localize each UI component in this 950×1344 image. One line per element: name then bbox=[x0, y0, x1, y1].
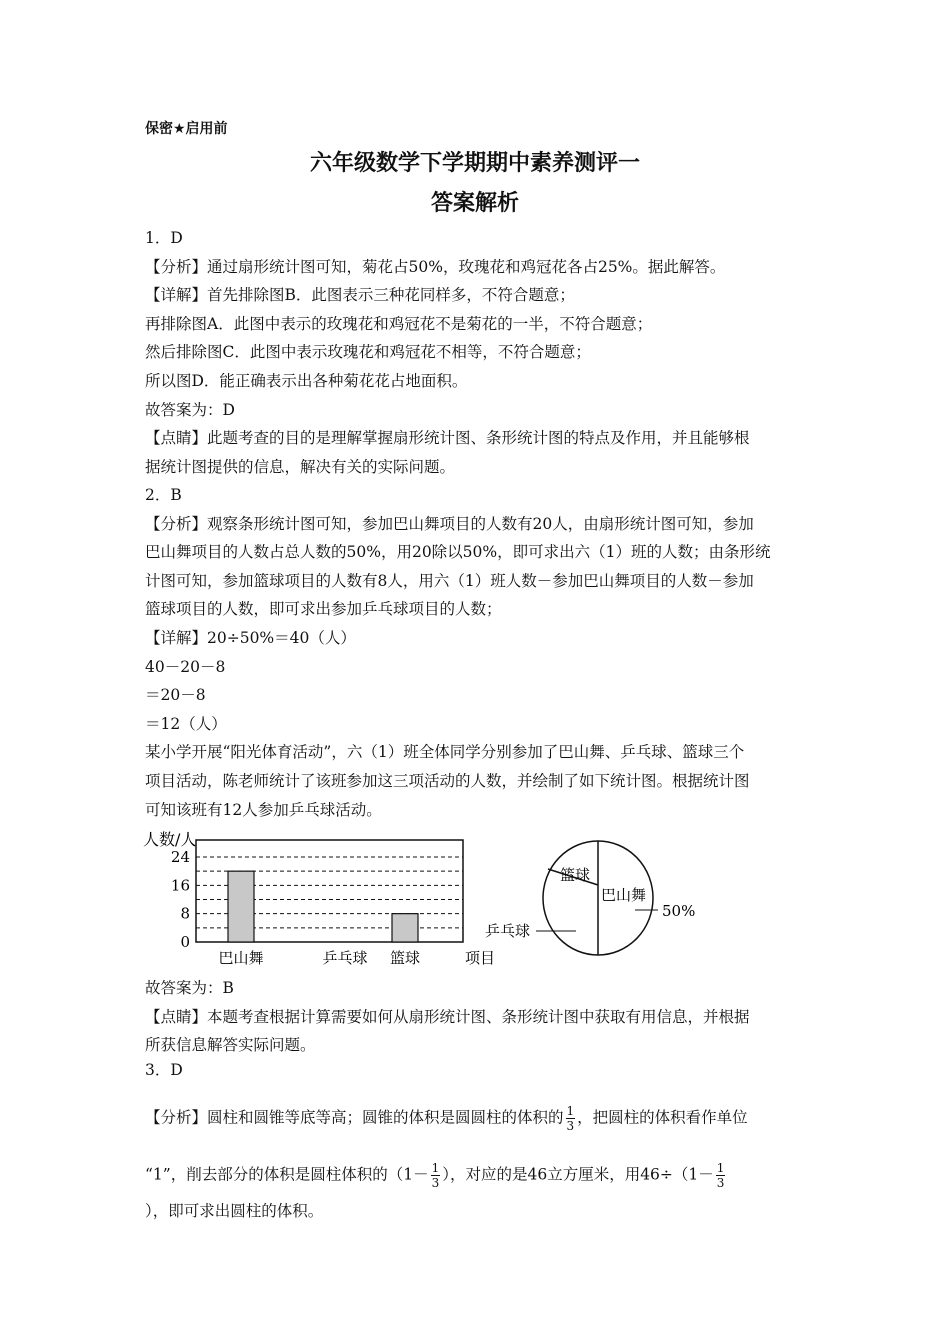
text-line: 【点睛】此题考查的目的是理解掌握扇形统计图、条形统计图的特点及作用，并且能够根 bbox=[145, 429, 750, 448]
fraction: $\frac{1}{3}$ bbox=[716, 1161, 725, 1190]
y-tick-label: 16 bbox=[170, 876, 190, 895]
text-line: 篮球项目的人数，即可求出参加乒乓球项目的人数； bbox=[145, 600, 502, 619]
text-line: 再排除图A．此图中表示的玫瑰花和鸡冠花不是菊花的一半，不符合题意； bbox=[145, 314, 653, 333]
text-line: 巴山舞项目的人数占总人数的50%，用20除以50%，即可求出六（1）班的人数；由条形统 bbox=[145, 543, 771, 562]
text-line: 项目活动，陈老师统计了该班参加这三项活动的人数，并绘制了如下统计图。根据统计图 bbox=[145, 772, 750, 790]
confidential-label: 保密★启用前 bbox=[145, 121, 228, 137]
question-3-analysis-line: “1”，削去部分的体积是圆柱体积的（1－ $\frac{1}{3}$ ），对应的是46立方厘米，用46÷（1－ $\frac{1}{3}$ bbox=[145, 1161, 725, 1190]
x-tick-label: 篮球 bbox=[389, 949, 421, 967]
text-line: ＝12（人） bbox=[145, 714, 227, 733]
text-line: 据统计图提供的信息，解决有关的实际问题。 bbox=[145, 457, 456, 476]
text-line: 【详解】20÷50%＝40（人） bbox=[145, 629, 356, 647]
text-line: 然后排除图C．此图中表示玫瑰花和鸡冠花不相等，不符合题意； bbox=[145, 343, 591, 362]
text-line: 故答案为：B bbox=[145, 979, 234, 997]
pie-annotation-percent: 50% bbox=[662, 902, 696, 920]
text-line: 某小学开展“阳光体育活动”，六（1）班全体同学分别参加了巴山舞、乒乓球、篮球三个 bbox=[145, 743, 745, 762]
text-line: 2．B bbox=[145, 486, 182, 504]
y-tick-label: 24 bbox=[170, 848, 190, 866]
text-line: 【点睛】本题考查根据计算需要如何从扇形统计图、条形统计图中获取有用信息，并根据 bbox=[145, 1007, 750, 1026]
question-3-analysis-line: 【分析】圆柱和圆锥等底等高；圆锥的体积是圆圆柱的体积的 $\frac{1}{3}$ ，把圆柱的体积看作单位 bbox=[145, 1104, 748, 1133]
y-tick-label: 0 bbox=[180, 933, 190, 951]
text-line: 可知该班有12人参加乒乓球活动。 bbox=[145, 800, 382, 819]
text-line: 所以图D．能正确表示出各种菊花花占地面积。 bbox=[145, 372, 468, 390]
pie-label-dance: 巴山舞 bbox=[601, 886, 647, 904]
pie-label-pingpong: 乒乓球 bbox=[485, 922, 531, 940]
bar-chart bbox=[140, 825, 500, 975]
text-line: 40－20－8 bbox=[145, 657, 226, 676]
fraction: $\frac{1}{3}$ bbox=[566, 1104, 575, 1133]
pie-chart bbox=[480, 830, 740, 970]
text-line: 1．D bbox=[145, 229, 183, 247]
text-line: 【分析】观察条形统计图可知，参加巴山舞项目的人数有20人，由扇形统计图可知，参加 bbox=[145, 514, 754, 533]
fraction: $\frac{1}{3}$ bbox=[431, 1161, 440, 1190]
y-tick-label: 8 bbox=[180, 904, 190, 923]
document-title: 六年级数学下学期期中素养测评一 bbox=[309, 151, 640, 176]
x-tick-label: 乒乓球 bbox=[322, 949, 368, 967]
question-3-head: 3．D bbox=[145, 1061, 183, 1079]
bar-chart-ylabel: 人数/人 bbox=[143, 830, 197, 849]
text-line: ＝20－8 bbox=[145, 686, 206, 705]
text-line: 【分析】通过扇形统计图可知，菊花占50%，玫瑰花和鸡冠花各占25%。据此解答。 bbox=[145, 257, 726, 276]
text-line: 所获信息解答实际问题。 bbox=[145, 1036, 316, 1055]
x-tick-label: 巴山舞 bbox=[218, 949, 264, 967]
x-axis-label: 项目 bbox=[464, 949, 496, 967]
bar bbox=[392, 914, 418, 942]
bar bbox=[228, 871, 254, 942]
text-line: 计图可知，参加篮球项目的人数有8人，用六（1）班人数－参加巴山舞项目的人数－参加 bbox=[145, 571, 754, 590]
question-3-analysis-line: ），即可求出圆柱的体积。 bbox=[145, 1202, 324, 1220]
pie-label-basketball: 篮球 bbox=[560, 866, 591, 884]
text-line: 故答案为：D bbox=[145, 400, 235, 419]
text-line: 【详解】首先排除图B．此图表示三种花同样多，不符合题意； bbox=[145, 286, 575, 305]
document-subtitle: 答案解析 bbox=[430, 191, 519, 216]
